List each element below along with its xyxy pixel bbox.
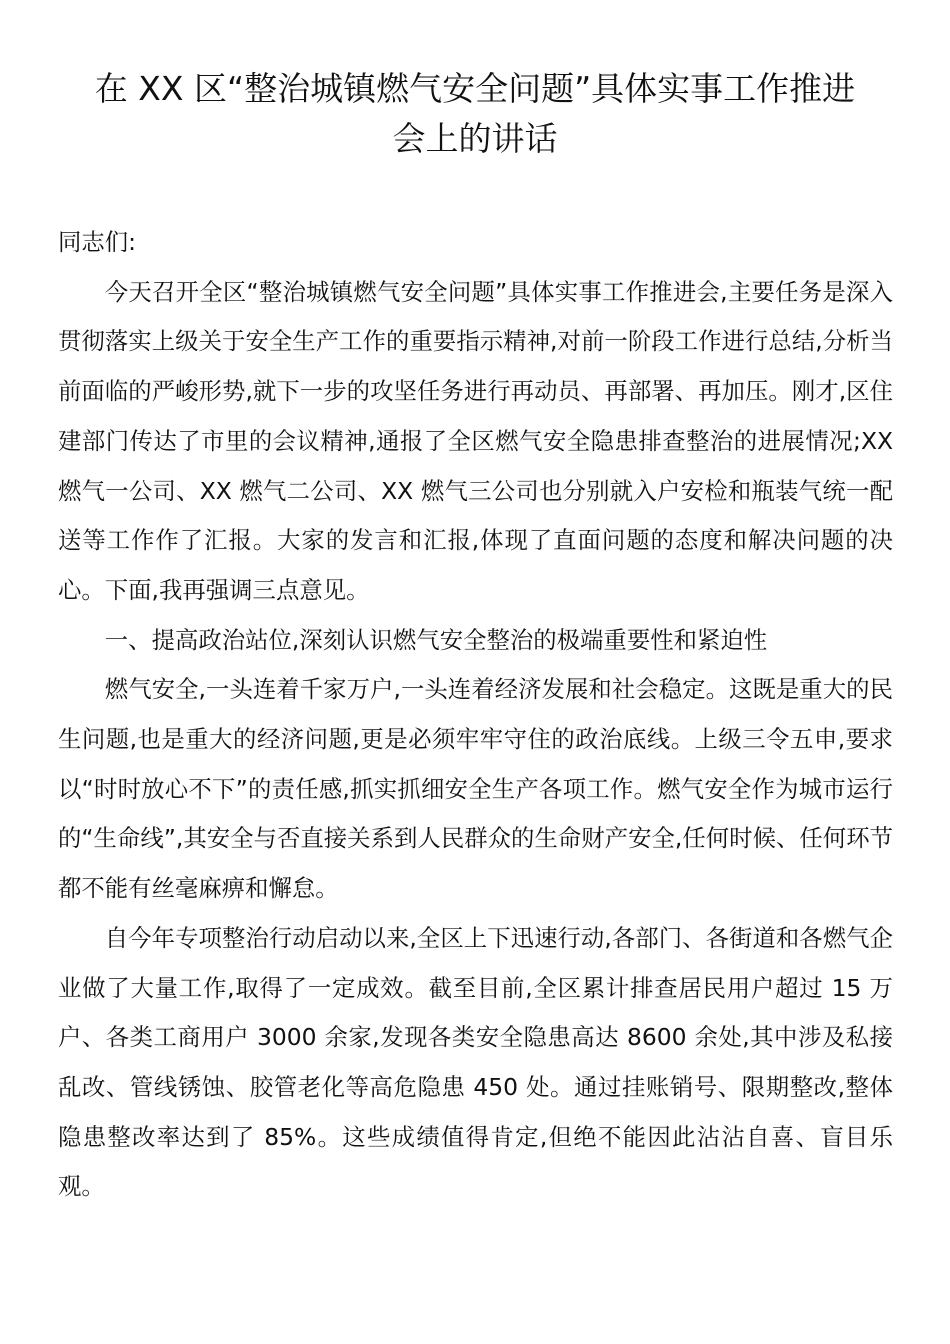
paragraph-gas-safety: 燃气安全,一头连着千家万户,一头连着经济发展和社会稳定。这既是重大的民生问题,也是重大的经济问题,更是必须牢牢守住的政治底线。上级三令五申,要求以“时时放心不下”的责任感,抓实抓细安全生产各项工作。燃气安全作为城市运行的“生命线”,其安全与否直接关系到人民群众的生命财产安全,任何时候、任何环节都不能有丝毫麻痹和懈怠。 bbox=[58, 675, 893, 903]
salutation: 同志们: bbox=[58, 228, 137, 256]
document-title-line-1: 在 XX 区“整治城镇燃气安全问题”具体实事工作推进 bbox=[94, 69, 856, 108]
paragraph-intro: 今天召开全区“整治城镇燃气安全问题”具体实事工作推进会,主要任务是深入贯彻落实上级关于安全生产工作的重要指示精神,对前一阶段工作进行总结,分析当前面临的严峻形势,就下一步的攻坚任务进行再动员、再部署、再加压。刚才,区住建部门传达了市里的会议精神,通报了全区燃气安全隐患排查整治的进展情况;XX 燃气一公司、XX 燃气二公司、XX 燃气三公司也分别就入户安检和瓶装气统一配送等工作作了汇报。大家的发言和汇报,体现了直面问题的态度和解决问题的决心。下面,我再强调三点意见。 bbox=[58, 277, 893, 604]
document-title-line-2: 会上的讲话 bbox=[392, 119, 558, 158]
section-heading-1: 一、提高政治站位,深刻认识燃气安全整治的极端重要性和紧迫性 bbox=[104, 625, 768, 654]
paragraph-progress: 自今年专项整治行动启动以来,全区上下迅速行动,各部门、各街道和各燃气企业做了大量工作,取得了一定成效。截至目前,全区累计排查居民用户超过 15 万户、各类工商用户 3000 余家,发现各类安全隐患高达 8600 余处,其中涉及私接乱改、管线锈蚀、胶管老化等高危隐患 450 处。通过挂账销号、限期整改,整体隐患整改率达到了 85%。这些成绩值得肯定,但绝不能因此沾沾自喜、盲目乐观。 bbox=[58, 923, 893, 1201]
document-title bbox=[40, 64, 910, 164]
document-body bbox=[58, 218, 893, 1212]
